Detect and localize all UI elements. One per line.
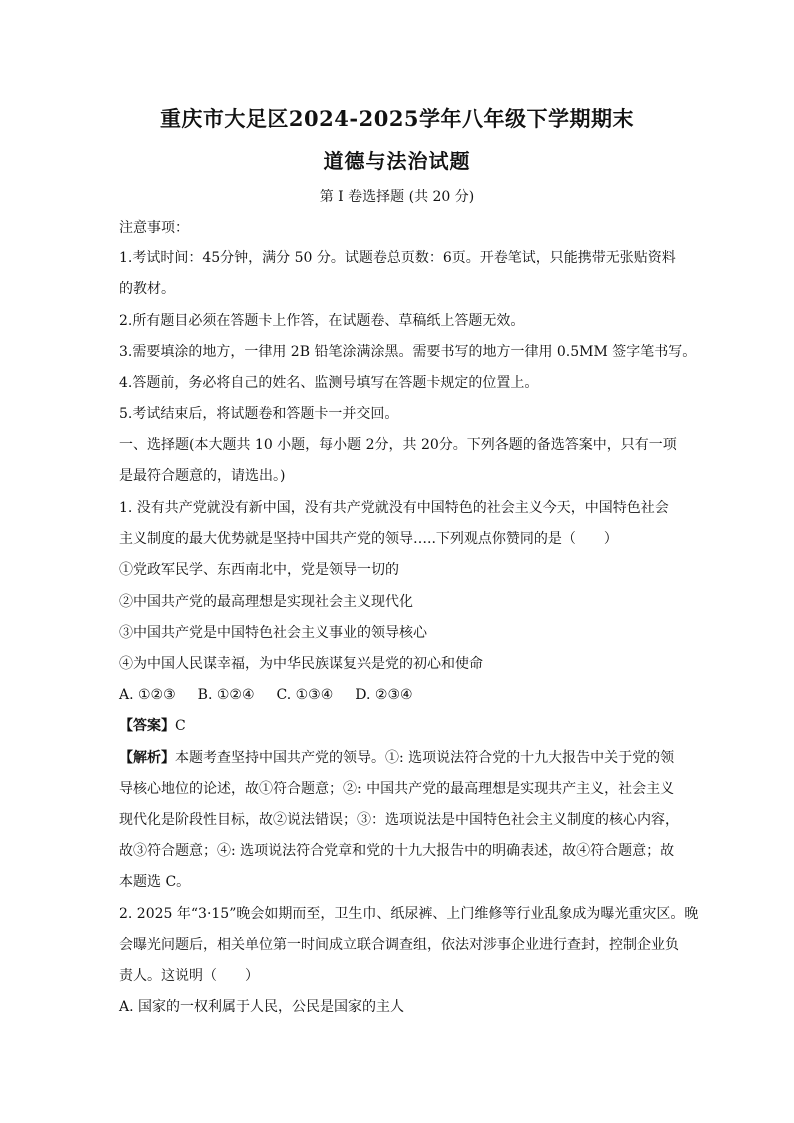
option-d: D. ②③④ bbox=[355, 687, 413, 703]
q2-stem: 2. 2025 年“3·15”晚会如期而至，卫生巾、纸尿裤、上门维修等行业乱象成为曝光重灾区。晚 bbox=[119, 906, 699, 922]
option-b: B. ①②④ bbox=[197, 687, 255, 703]
notes-line: 2.所有题目必须在答题卡上作答，在试题卷、草稿纸上答题无效。 bbox=[119, 313, 525, 329]
analysis-label: 【解析】 bbox=[119, 750, 175, 766]
section-subtitle: 第 I 卷选择题 (共 20 分) bbox=[319, 189, 475, 205]
q1-item: ①党政军民学、东西南北中，党是领导一切的 bbox=[119, 562, 399, 578]
q1-item: ④为中国人民谋幸福，为中华民族谋复兴是党的初心和使命 bbox=[119, 656, 483, 672]
analysis-text: 故③符合题意；④: 选项说法符合党章和党的十九大报告中的明确表述，故④符合题意；故 bbox=[119, 843, 675, 859]
q1-options bbox=[119, 685, 689, 705]
answer-label: 【答案】 bbox=[119, 718, 175, 734]
q1-item: ②中国共产党的最高理想是实现社会主义现代化 bbox=[119, 594, 413, 610]
notes-heading: 注意事项： bbox=[119, 220, 189, 236]
section-heading: 一、选择题(本大题共 10 小题，每小题 2分，共 20分。下列各题的备选答案中，只有一项 bbox=[119, 437, 677, 453]
answer-value: C bbox=[175, 718, 186, 734]
analysis-text: 导核心地位的论述，故①符合题意；②: 中国共产党的最高理想是实现共产主义，社会主义 bbox=[119, 781, 675, 797]
notes-line: 5.考试结束后，将试题卷和答题卡一并交回。 bbox=[119, 406, 399, 422]
q1-stem: 1. 没有共产党就没有新中国，没有共产党就没有中国特色的社会主义今天，中国特色社会 bbox=[119, 500, 669, 516]
analysis-text: 本题选 C。 bbox=[119, 874, 191, 890]
option-c: C. ①③④ bbox=[276, 687, 334, 703]
option-a: A. ①②③ bbox=[119, 687, 176, 703]
q1-item: ③中国共产党是中国特色社会主义事业的领导核心 bbox=[119, 625, 427, 641]
q2-stem: 会曝光问题后，相关单位第一时间成立联合调查组，依法对涉事企业进行查封，控制企业负 bbox=[119, 937, 679, 953]
notes-line: 的教材。 bbox=[119, 281, 175, 297]
section-heading-cont: 是最符合题意的，请选出。) bbox=[119, 468, 286, 484]
notes-line: 4.答题前，务必将自己的姓名、监测号填写在答题卡规定的位置上。 bbox=[119, 375, 539, 391]
q1-analysis bbox=[119, 748, 689, 768]
subject-title: 道德与法治试题 bbox=[323, 149, 471, 173]
q2-option-a: A. 国家的一权利属于人民，公民是国家的主人 bbox=[119, 999, 405, 1015]
exam-title: 重庆市大足区2024-2025学年八年级下学期期末 bbox=[159, 106, 635, 131]
analysis-text: 本题考查坚持中国共产党的领导。①: 选项说法符合党的十九大报告中关于党的领 bbox=[175, 750, 675, 766]
q1-stem: 主义制度的最大优势就是坚持中国共产党的领导…..下列观点你赞同的是（ ） bbox=[119, 531, 618, 547]
notes-line: 3.需要填涂的地方，一律用 2B 铅笔涂满涂黑。需要书写的地方一律用 0.5MM 签字笔书写。 bbox=[119, 344, 697, 360]
analysis-text: 现代化是阶段性目标，故②说法错误；③：选项说法是中国特色社会主义制度的核心内容， bbox=[119, 812, 679, 828]
q2-stem: 责人。这说明（ ） bbox=[119, 968, 259, 984]
notes-line: 1.考试时间：45分钟，满分 50 分。试题卷总页数：6页。开卷笔试，只能携带无张贴资料 bbox=[119, 250, 676, 266]
q1-answer bbox=[119, 716, 689, 736]
